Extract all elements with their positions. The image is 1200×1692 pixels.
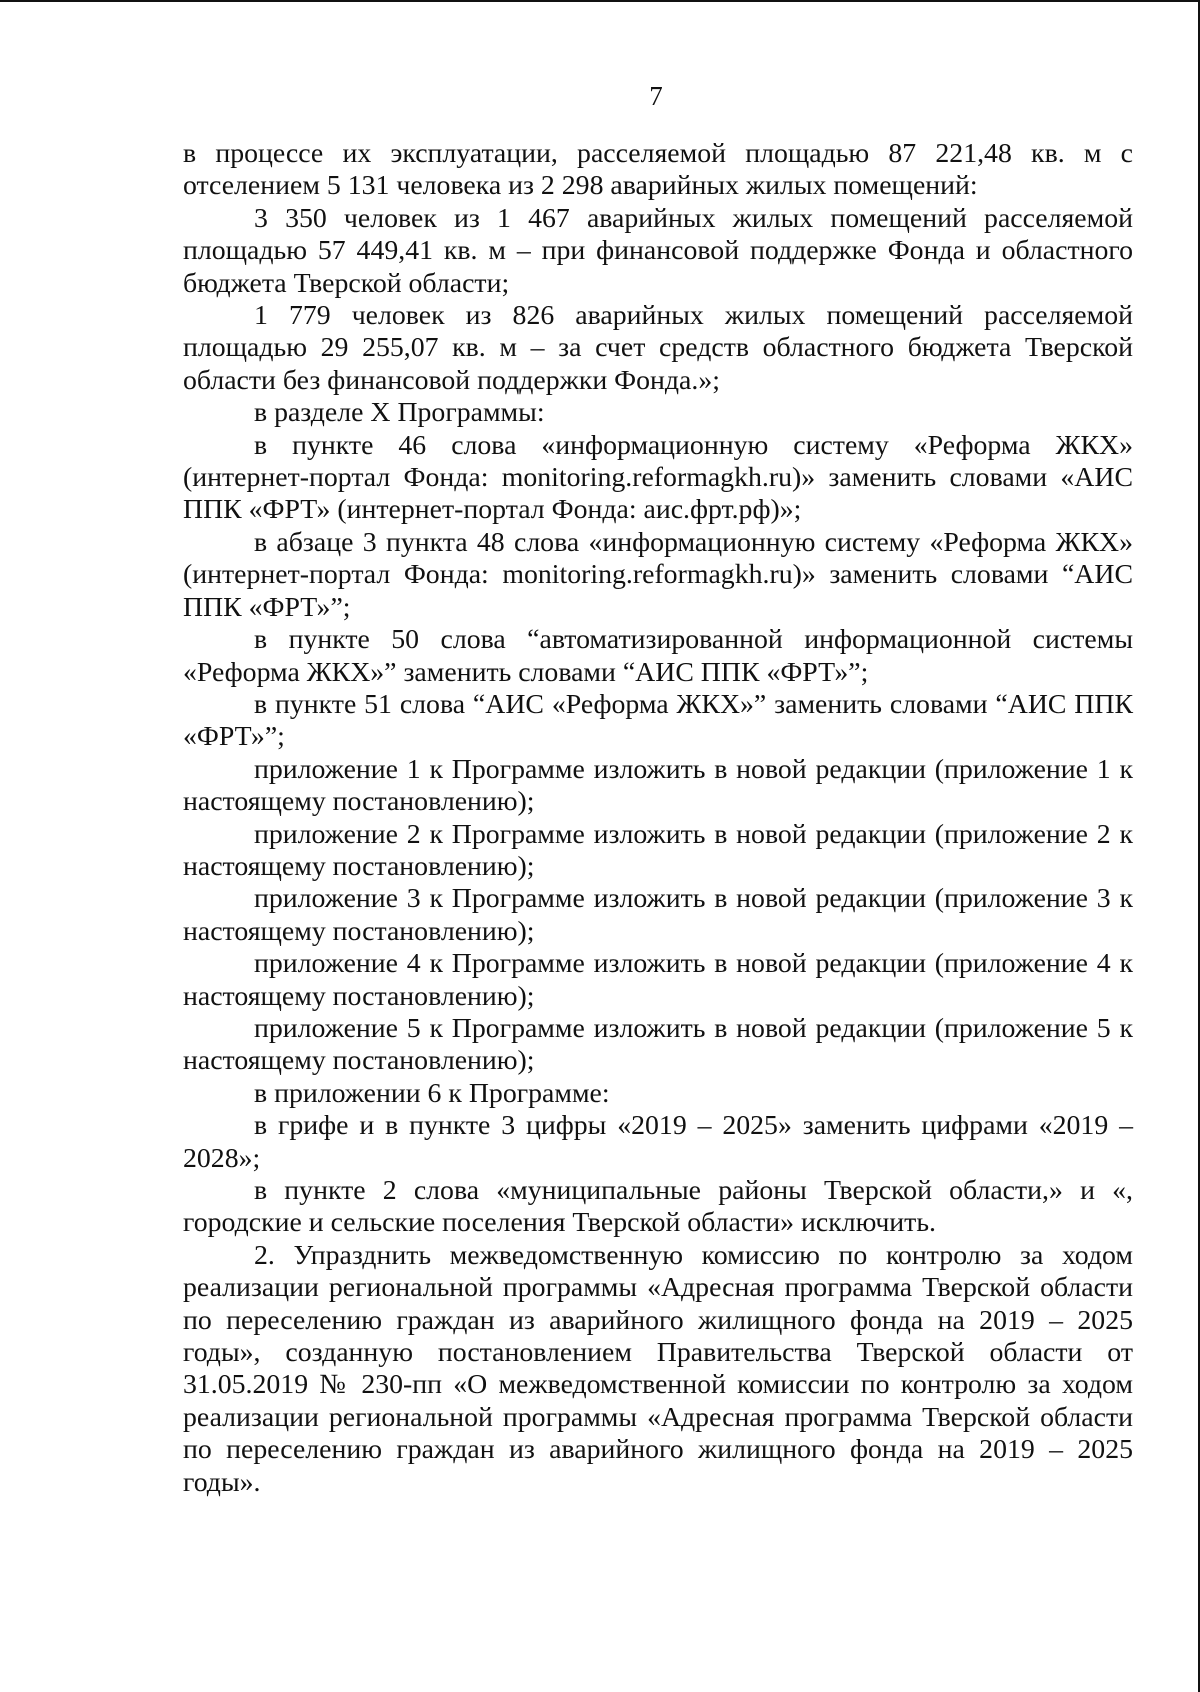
page-number: 7	[649, 81, 663, 111]
paragraph: в приложении 6 к Программе:	[254, 1077, 610, 1109]
paragraph: 1 779 человек из 826 аварийных жилых помещений расселяемой площадью 29 255,07 кв. м – за счет средств областного бюджета Тверской области без финансовой поддержки Фонда.»;	[183, 300, 1133, 396]
paragraph: в пункте 46 слова «информационную систему «Реформа ЖКХ» (интернет-портал Фонда: monitoring.reformagkh.ru)» заменить словами «АИС ППК «ФРТ» (интернет-портал Фонда: аис.фрт.рф)»;	[183, 429, 1133, 526]
paragraph: в абзаце 3 пункта 48 слова «информационную систему «Реформа ЖКХ» (интернет-портал Фонда: monitoring.reformagkh.ru)» заменить словами “АИС ППК «ФРТ»”;	[183, 526, 1133, 623]
paragraph: в пункте 51 слова “АИС «Реформа ЖКХ»” заменить словами “АИС ППК «ФРТ»”;	[183, 688, 1133, 753]
paragraph: 3 350 человек из 1 467 аварийных жилых помещений расселяемой площадью 57 449,41 кв. м – при финансовой поддержке Фонда и областного бюджета Тверской области;	[183, 202, 1133, 299]
paragraph: в грифе и в пункте 3 цифры «2019 – 2025» заменить цифрами «2019 – 2028»;	[183, 1110, 1133, 1174]
paragraph: приложение 5 к Программе изложить в новой редакции (приложение 5 к настоящему постановлению);	[183, 1012, 1133, 1077]
paragraph: в разделе X Программы:	[254, 397, 545, 429]
document-body	[183, 138, 1133, 1499]
paragraph: 2. Упразднить межведомственную комиссию по контролю за ходом реализации региональной программы «Адресная программа Тверской области по переселению граждан из аварийного жилищного фонда на 2019 – 2025 годы», созданную постановлением Правительства Тверской области от 31.05.2019 № 230-пп «О межведомственной комиссии по контролю за ходом реализации региональной программы «Адресная программа Тверской области по переселению граждан из аварийного жилищного фонда на 2019 – 2025 годы».	[183, 1239, 1133, 1498]
paragraph: приложение 2 к Программе изложить в новой редакции (приложение 2 к настоящему постановлению);	[183, 818, 1133, 882]
paragraph: в пункте 2 слова «муниципальные районы Тверской области,» и «, городские и сельские поселения Тверской области» исключить.	[183, 1175, 1133, 1239]
paragraph: в процессе их эксплуатации, расселяемой площадью 87 221,48 кв. м с отселением 5 131 человека из 2 298 аварийных жилых помещений:	[183, 138, 1133, 202]
paragraph: приложение 3 к Программе изложить в новой редакции (приложение 3 к настоящему постановлению);	[183, 883, 1133, 947]
paragraph: в пункте 50 слова “автоматизированной информационной системы «Реформа ЖКХ»” заменить словами “АИС ППК «ФРТ»”;	[183, 624, 1133, 688]
paragraph: приложение 1 к Программе изложить в новой редакции (приложение 1 к настоящему постановлению);	[183, 753, 1133, 818]
paragraph: приложение 4 к Программе изложить в новой редакции (приложение 4 к настоящему постановлению);	[183, 948, 1133, 1012]
